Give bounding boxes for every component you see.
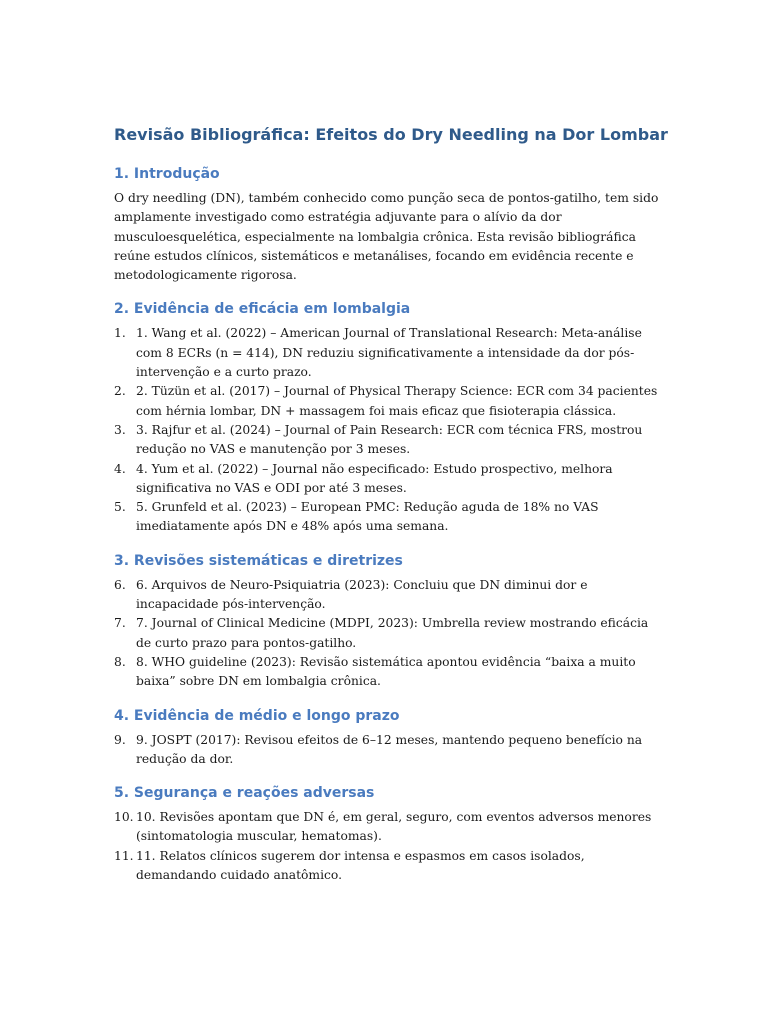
reference-item [114,614,659,653]
reference-item [114,731,659,770]
reference-text: 1. Wang et al. (2022) – American Journal of Translational Research: Meta-análise com 8 ECRs (n = 414), DN reduziu significativamente a intensidade da dor pós-intervenção e a curto prazo. [136,326,642,380]
reference-text: 11. Relatos clínicos sugerem dor intensa e espasmos em casos isolados, demandando cuidado anatômico. [136,848,585,883]
section-systematic-reviews [114,551,659,692]
reference-text: 4. Yum et al. (2022) – Journal não especificado: Estudo prospectivo, melhora significativa no VAS e ODI por até 3 meses. [136,461,613,495]
reference-item [114,576,659,615]
section-long-term [114,706,659,770]
section-introduction [114,164,659,285]
section-safety [114,783,659,885]
reference-item [114,498,659,537]
reference-item [114,324,659,382]
section-efficacy [114,299,659,536]
list-number: 2. [114,384,126,399]
list-number: 4. [114,461,126,476]
document-title: Revisão Bibliográfica: Efeitos do Dry Needling na Dor Lombar [114,125,668,144]
reference-text: 3. Rajfur et al. (2024) – Journal of Pain Research: ECR com técnica FRS, mostrou redução no VAS e manutenção por 3 meses. [136,422,643,457]
reference-item [114,460,659,499]
intro-paragraph: O dry needling (DN), também conhecido como punção seca de pontos-gatilho, tem sido amplamente investigado como estratégia adjuvante para o alívio da dor musculoesquelética, especialmente na lombalgia crônica. Esta revisão bibliográfica reúne estudos clínicos, sistemáticos e metanálises, focando em evidência recente e metodologicamente rigorosa. [114,191,659,283]
reference-text: 2. Tüzün et al. (2017) – Journal of Physical Therapy Science: ECR com 34 pacientes com hérnia lombar, DN + massagem foi mais eficaz que fisioterapia clássica. [136,384,658,418]
list-number: 8. [114,654,126,669]
reference-item [114,808,659,847]
list-number: 11. [114,848,134,863]
reference-text: 6. Arquivos de Neuro-Psiquiatria (2023): Concluiu que DN diminui dor e incapacidade pós-intervenção. [136,577,588,612]
list-number: 5. [114,500,126,515]
reference-item [114,382,659,421]
reference-item [114,421,659,460]
document-page [114,124,668,899]
reference-text: 9. JOSPT (2017): Revisou efeitos de 6–12 meses, mantendo pequeno benefício na redução da dor. [136,732,643,766]
reference-text: 7. Journal of Clinical Medicine (MDPI, 2023): Umbrella review mostrando eficácia de curto prazo para pontos-gatilho. [136,616,649,650]
list-number: 1. [114,326,126,341]
list-number: 3. [114,422,126,437]
list-number: 7. [114,616,126,631]
list-number: 10. [114,810,134,825]
reference-list [114,576,659,692]
reference-text: 10. Revisões apontam que DN é, em geral, seguro, com eventos adversos menores (sintomatologia muscular, hematomas). [136,810,652,844]
section-heading: 2. Evidência de eficácia em lombalgia [114,301,411,318]
list-number: 6. [114,577,126,592]
section-heading: 1. Introdução [114,166,220,182]
list-number: 9. [114,732,126,747]
reference-list [114,324,659,536]
reference-list [114,808,659,885]
reference-text: 5. Grunfeld et al. (2023) – European PMC: Redução aguda de 18% no VAS imediatamente após DN e 48% após uma semana. [136,500,599,534]
section-heading: 3. Revisões sistemáticas e diretrizes [114,552,403,569]
section-heading: 4. Evidência de médio e longo prazo [114,707,400,724]
reference-item [114,847,659,886]
section-heading: 5. Segurança e reações adversas [114,785,375,802]
reference-item [114,653,659,692]
reference-text: 8. WHO guideline (2023): Revisão sistemática apontou evidência “baixa a muito baixa” sobre DN em lombalgia crônica. [136,654,636,689]
reference-list [114,731,659,770]
